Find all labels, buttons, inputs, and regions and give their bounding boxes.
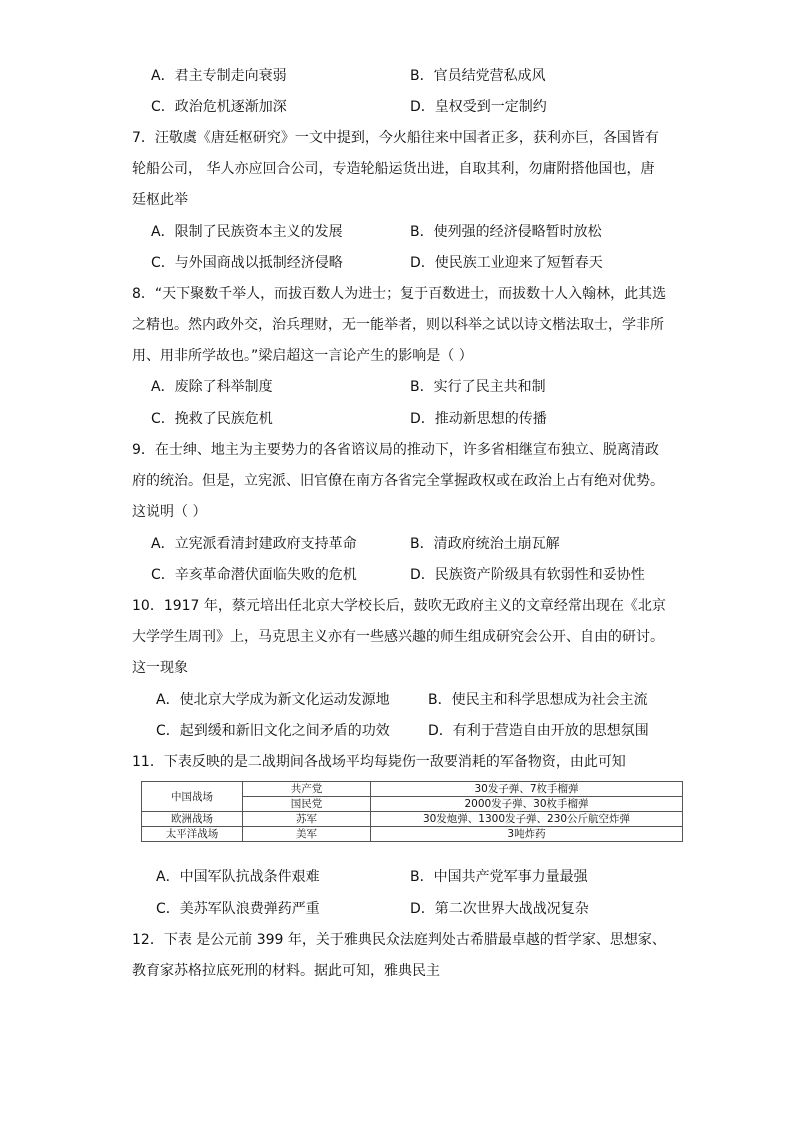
q12-stem-line-1: 12．下表 是公元前 399 年，关于雅典民众法庭判处古希腊最卓越的哲学家、思想家、 xyxy=(132,932,666,948)
q6-option-b: B．官员结党营私成风 xyxy=(410,68,546,84)
q7-option-b: B．使列强的经济侵略暂时放松 xyxy=(410,224,602,240)
q8-stem-line-3: 用、用非所学故也。”梁启超这一言论产生的影响是（ ） xyxy=(132,348,473,364)
supply-cell-ccp: 30发子弹、7枚手榴弹 xyxy=(371,782,683,797)
q9-stem-line-1: 9．在士绅、地主为主要势力的各省谘议局的推动下，许多省相继宣布独立、脱离清政 xyxy=(132,442,659,458)
q10-stem-line-2: 大学学生周刊》上，马克思主义亦有一些感兴趣的师生组成研究会公开、自由的研讨。 xyxy=(132,629,664,645)
q7-option-a: A．限制了民族资本主义的发展 xyxy=(151,224,343,240)
table-row xyxy=(142,827,683,842)
q10-option-d: D．有利于营造自由开放的思想氛围 xyxy=(428,723,649,739)
army-cell-ccp: 共产党 xyxy=(243,782,371,797)
q11-stem: 11．下表反映的是二战期间各战场平均每毙伤一敌要消耗的军备物资，由此可知 xyxy=(132,754,626,770)
q7-stem-line-3: 廷枢此举 xyxy=(132,192,188,208)
q6-option-c: C．政治危机逐渐加深 xyxy=(151,99,287,115)
q8-option-c: C．挽救了民族危机 xyxy=(151,411,273,427)
q7-option-d: D．使民族工业迎来了短暂春天 xyxy=(410,255,603,271)
q7-stem-line-1: 7．汪敬虞《唐廷枢研究》一文中提到，今火船往来中国者正多，获利亦巨，各国皆有 xyxy=(132,130,659,146)
q8-option-b: B．实行了民主共和制 xyxy=(410,379,546,395)
q8-stem-line-2: 之精也。然内政外交，治兵理财，无一能举者，则以科举之试以诗文楷法取士，学非所 xyxy=(132,317,664,333)
q7-option-c: C．与外国商战以抵制经济侵略 xyxy=(151,255,343,271)
theater-cell-pacific: 太平洋战场 xyxy=(142,827,243,842)
q8-option-a: A．废除了科举制度 xyxy=(151,379,273,395)
table-row xyxy=(142,782,683,797)
q6-option-d: D．皇权受到一定制约 xyxy=(410,99,547,115)
q9-stem-line-2: 府的统治。但是，立宪派、旧官僚在南方各省完全掌握政权或在政治上占有绝对优势。 xyxy=(132,473,664,489)
q9-option-c: C．辛亥革命潜伏面临失败的危机 xyxy=(151,567,357,583)
q12-stem-line-2: 教育家苏格拉底死刑的材料。据此可知，雅典民主 xyxy=(132,963,440,979)
q11-option-a: A．中国军队抗战条件艰难 xyxy=(156,869,320,885)
q10-stem-line-3: 这一现象 xyxy=(132,660,188,676)
q9-stem-line-3: 这说明（ ） xyxy=(132,504,207,520)
theater-cell-china: 中国战场 xyxy=(142,782,243,812)
q10-option-a: A．使北京大学成为新文化运动发源地 xyxy=(156,692,390,708)
table-row xyxy=(142,812,683,827)
q10-option-b: B．使民主和科学思想成为社会主流 xyxy=(428,692,648,708)
q11-option-d: D．第二次世界大战战况复杂 xyxy=(410,901,589,917)
army-cell-kmt: 国民党 xyxy=(243,797,371,812)
q10-stem-line-1: 10．1917 年，蔡元培出任北京大学校长后，鼓吹无政府主义的文章经常出现在《北京 xyxy=(132,598,666,614)
supply-cell-kmt: 2000发子弹、30枚手榴弹 xyxy=(371,797,683,812)
q8-stem-line-1: 8．“天下聚数千举人，而拔百数人为进士；复于百数进士，而拔数十人入翰林，此其选 xyxy=(132,286,667,302)
q8-option-d: D．推动新思想的传播 xyxy=(410,411,547,427)
q11-option-c: C．美苏军队浪费弹药严重 xyxy=(156,901,320,917)
q6-option-a: A．君主专制走向衰弱 xyxy=(151,68,287,84)
q11-option-b: B．中国共产党军事力量最强 xyxy=(410,869,588,885)
military-supplies-table xyxy=(141,781,683,842)
q7-stem-line-2: 轮船公司， 华人亦应回合公司，专造轮船运货出进，自取其利，勿庸附搭他国也，唐 xyxy=(132,161,655,177)
q9-option-d: D．民族资产阶级具有软弱性和妥协性 xyxy=(410,567,645,583)
supply-cell-soviet: 30发炮弹、1300发子弹、230公斤航空炸弹 xyxy=(371,812,683,827)
supply-cell-us: 3吨炸药 xyxy=(371,827,683,842)
army-cell-us: 美军 xyxy=(243,827,371,842)
q10-option-c: C．起到缓和新旧文化之间矛盾的功效 xyxy=(156,723,390,739)
q9-option-b: B．清政府统治土崩瓦解 xyxy=(410,536,560,552)
army-cell-soviet: 苏军 xyxy=(243,812,371,827)
q9-option-a: A．立宪派看清封建政府支持革命 xyxy=(151,536,357,552)
theater-cell-europe: 欧洲战场 xyxy=(142,812,243,827)
